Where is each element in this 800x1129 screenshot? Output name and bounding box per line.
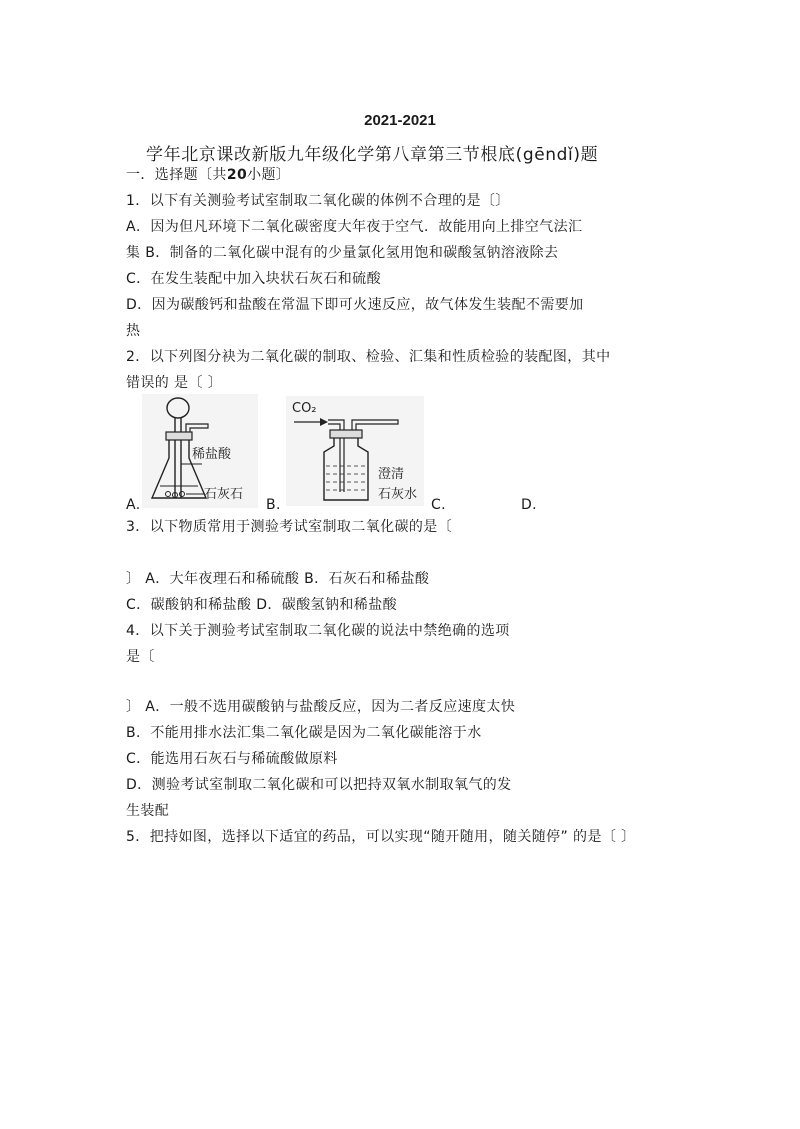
figure-b-label-clear: 澄清	[378, 467, 405, 482]
page-title: 学年北京课改新版九年级化学第八章第三节根底(gēndǐ)题	[146, 145, 599, 165]
section-count: 20	[226, 167, 248, 183]
figure-a-label-acid: 稀盐酸	[192, 447, 232, 462]
q4-option-d-line2: 生装配	[126, 803, 170, 819]
title-year: 2021-2021	[364, 112, 436, 129]
q4-stem-line2: 是〔	[126, 649, 155, 665]
q4-option-a: 〕 A．一般不选用碳酸钠与盐酸反应，因为二者反应速度太快	[126, 699, 516, 715]
q3-options-line2: C．碳酸钠和稀盐酸 D．碳酸氢钠和稀盐酸	[126, 597, 398, 613]
figure-b-gas-label: CO₂	[292, 401, 317, 416]
q3-stem: 3．以下物质常用于测验考试室制取二氧化碳的是〔	[126, 519, 453, 535]
section-heading	[126, 166, 290, 184]
q3-options-line1: 〕 A．大年夜理石和稀硫酸 B．石灰石和稀盐酸	[126, 571, 430, 587]
section-prefix: 一．选择题〔共	[126, 167, 227, 183]
q2-option-b: B.	[266, 497, 281, 513]
q1-option-c: C．在发生装配中加入块状石灰石和硫酸	[126, 271, 381, 287]
figure-b-svg	[286, 396, 424, 506]
figure-a-svg	[142, 394, 258, 508]
q2-stem-line1: 2．以下列图分袂为二氧化碳的制取、检验、汇集和性质检验的装配图，其中	[126, 349, 611, 365]
q1-stem: 1．以下有关测验考试室制取二氧化碳的体例不合理的是〔〕	[126, 193, 510, 209]
figure-b-label-limewater: 石灰水	[378, 487, 418, 502]
q1-option-d-line1: D．因为碳酸钙和盐酸在常温下即可火速反应，故气体发生装配不需要加	[126, 297, 584, 313]
q4-option-c: C．能选用石灰石与稀硫酸做原料	[126, 751, 338, 767]
q2-option-c: C.	[431, 497, 447, 513]
figure-a-label-limestone: 石灰石	[204, 487, 244, 502]
q4-stem-line1: 4．以下关于测验考试室制取二氧化碳的说法中禁绝确的选项	[126, 623, 510, 639]
q1-option-a-line2: 集 B．制备的二氧化碳中混有的少量氯化氢用饱和碳酸氢钠溶液除去	[126, 245, 559, 261]
figure-b-test	[286, 396, 424, 506]
q2-option-d: D.	[521, 497, 538, 513]
q4-option-b: B．不能用排水法汇集二氧化碳是因为二氧化碳能溶于水	[126, 725, 482, 741]
q1-option-a-line1: A．因为但凡环境下二氧化碳密度大年夜于空气．故能用向上排空气法汇	[126, 219, 583, 235]
q2-stem-line2: 错误的 是〔 〕	[126, 375, 223, 391]
figure-a-generator	[142, 394, 258, 508]
q1-option-d-line2: 热	[126, 323, 141, 339]
q4-option-d-line1: D．测验考试室制取二氧化碳和可以把持双氧水制取氧气的发	[126, 777, 512, 793]
q5-stem: 5．把持如图，选择以下适宜的药品，可以实现“随开随用，随关随停” 的是〔 〕	[126, 829, 636, 845]
q2-option-a: A.	[126, 497, 141, 513]
section-suffix: 小题〕	[247, 167, 291, 183]
